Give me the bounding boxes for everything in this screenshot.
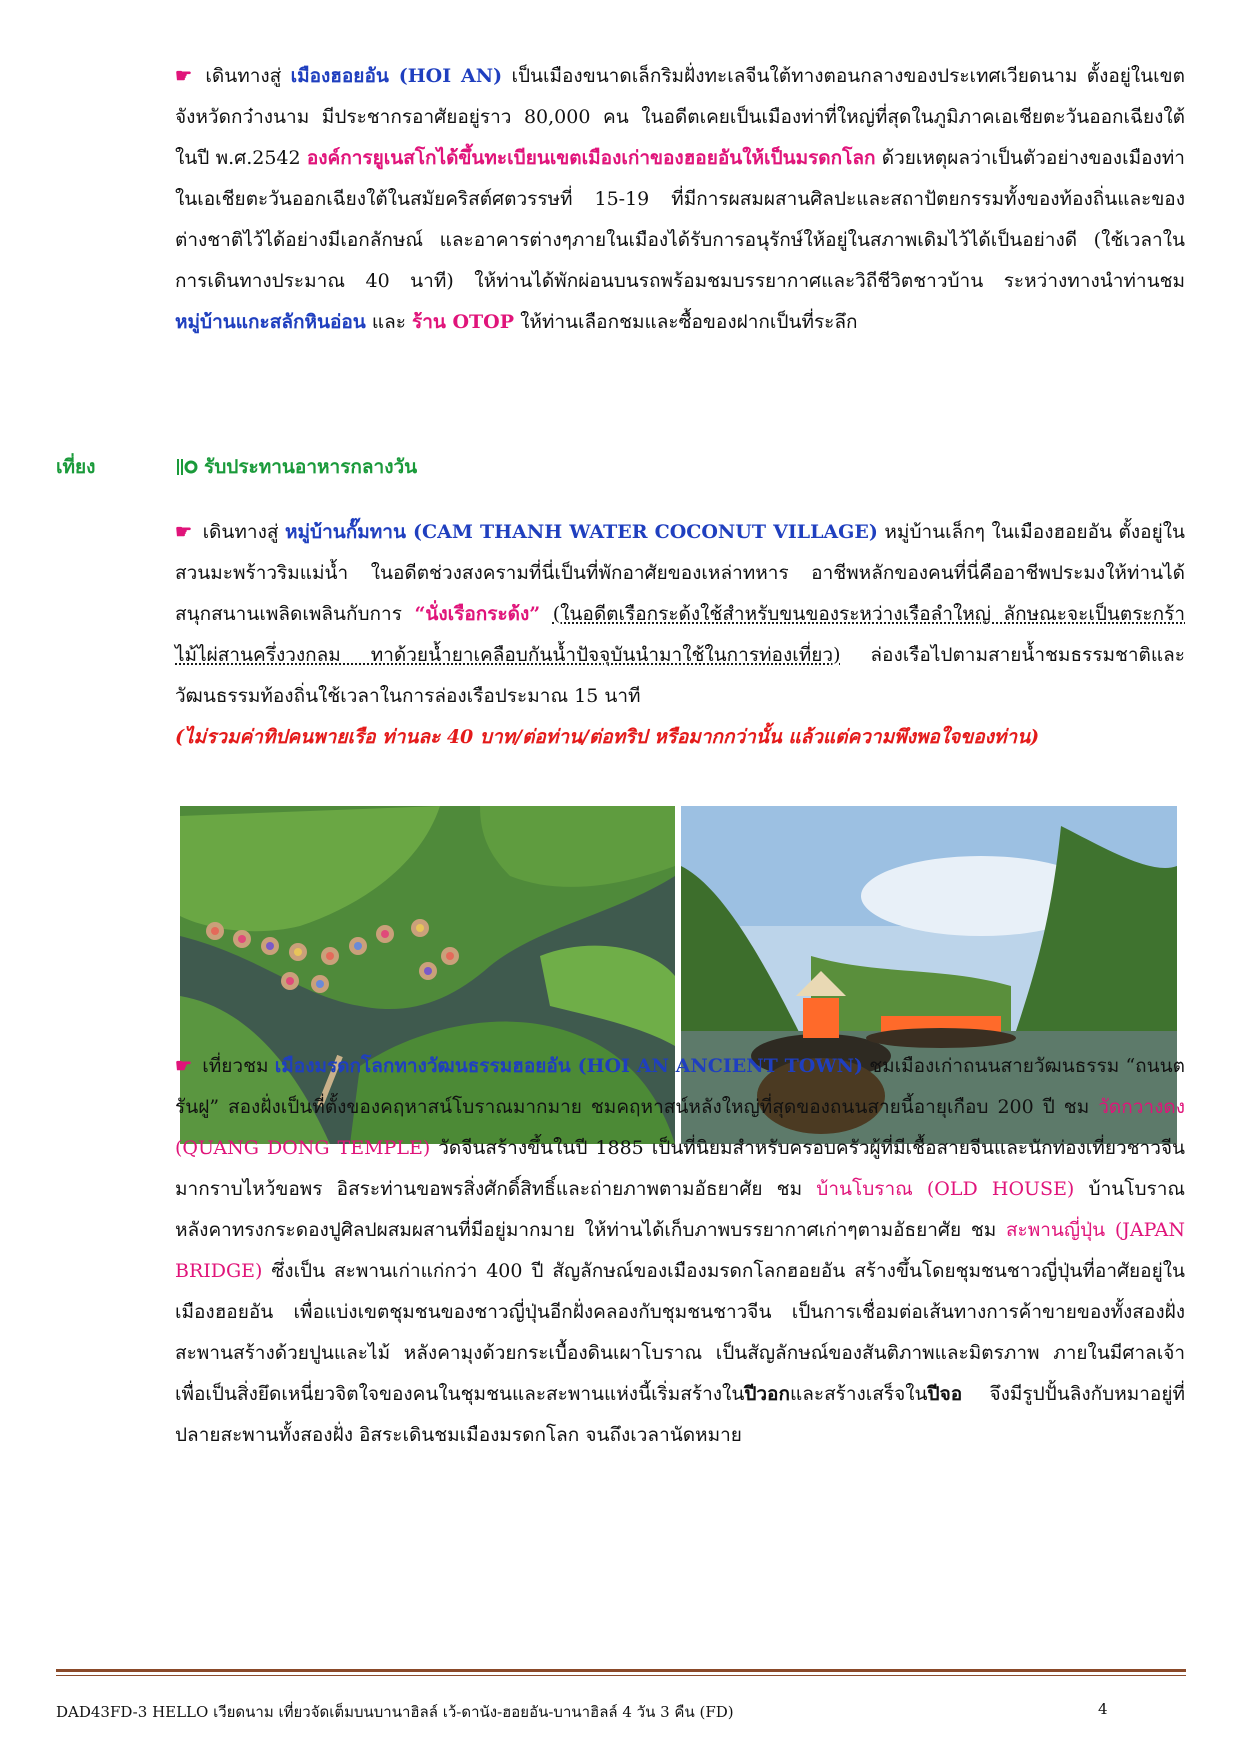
hoi-an-paragraph (175, 56, 1185, 343)
footer-program-code: DAD43FD-3 HELLO เวียดนาม เที่ยวจัดเต็มบนบานาฮิลล์ เว้-ดานัง-ฮอยอัน-บานาฮิลล์ 4 วัน 3 คืน (FD) (56, 1703, 734, 1721)
body-text: บ้านโบราณหลังคาทรงกระดองปูศิลปผสมผสานที่มีอยู่มากมาย ให้ท่านได้เก็บภาพบรรยากาศเก่าๆตามอัธยาศัย ชม (175, 1178, 1185, 1241)
footer-rule (56, 1669, 1186, 1672)
body-text: จึงมีรูปปั้นลิงกับหมาอยู่ที่ปลายสะพานทั้งสองฝั่ง อิสระเดินชมเมืองมรดกโลก จนถึงเวลานัดหมาย (175, 1383, 1185, 1446)
body-text: หมู่บ้านเล็กๆ ในเมืองฮอยอัน ตั้งอยู่ในสวนมะพร้าวริมแม่น้ำ ในอดีตช่วงสงครามที่นี่เป็นที่พักอาศัยของเหล่าทหาร อาชีพหลักของคนที่นี่คืออาชีพประมงให้ท่านได้สนุกสนานเพลิดเพลินกับการ (175, 521, 1185, 625)
lunch-row (56, 446, 1156, 486)
footer-rule-thin (56, 1675, 1186, 1676)
body-text: เป็นเมืองขนาดเล็กริมฝั่งทะเลจีนใต้ทางตอนกลางของประเทศเวียดนาม ตั้งอยู่ในเขตจังหวัดกว๋างนาม มีประชากรอาศัยอยู่ราว 80,000 คน ในอดีตเคยเป็นเมืองท่าที่ใหญ่ที่สุดในภูมิภาคเอเชียตะวันออกเฉียงใต้ ในปี พ.ศ.2542 (175, 65, 1185, 169)
pointing-hand-icon: ☛ (175, 521, 193, 543)
meal-description: รับประทานอาหารกลางวัน (204, 456, 418, 478)
page-number: 4 (1098, 1700, 1108, 1718)
pointing-hand-icon: ☛ (175, 65, 193, 87)
lead-text: เดินทางสู่ (202, 521, 279, 543)
japan-bridge: สะพานญี่ปุ่น (JAPAN BRIDGE) (175, 1219, 1185, 1282)
basket-boat-note: (ในอดีตเรือกระด้งใช้สำหรับขนของระหว่างเรือลำใหญ่ ลักษณะจะเป็นตระกร้าไม้ไผ่สานครึ่งวงกลม ทาด้วยน้ำยาเคลือบกันน้ำปัจจุบันนำมาใช้ในการท่องเที่ยว) (175, 603, 1186, 666)
body-text: ชมเมืองเก่าถนนสายวัฒนธรรม “ถนนตรันฝู” สองฝั่งเป็นที่ตั้งของคฤหาสน์โบราณมากมาย ชมคฤหาสน์หลังใหญ่ที่สุดของถนนสายนี้อายุเกือบ 200 ปี ชม (175, 1055, 1185, 1118)
lead-text: เดินทางสู่ (205, 65, 282, 87)
meal-text-wrap (176, 452, 417, 482)
basket-boat-highlight: “นั่งเรือกระด้ง” (414, 603, 541, 625)
meal-label: เที่ยง (56, 456, 96, 478)
pointing-hand-icon: ☛ (175, 1055, 193, 1077)
marble-village-highlight: หมู่บ้านแกะสลักหินอ่อน (175, 311, 366, 333)
body-text: ล่องเรือไปตามสายน้ำชมธรรมชาติและวัฒนธรรมท้องถิ่นใช้เวลาในการล่องเรือประมาณ 15 นาที (175, 644, 1185, 707)
place-cam-thanh: หมู่บ้านกั๊มทาน (CAM THANH WATER COCONUT VILLAGE) (284, 521, 878, 543)
place-hoi-an: เมืองฮอยอัน (HOI AN) (290, 65, 503, 87)
body-text: วัดจีนสร้างขึ้นในปี 1885 เป็นที่นิยมสำหรับครอบครัวผู้ที่มีเชื้อสายจีนและนักท่องเที่ยวชาวจีนมากราบไหว้ขอพร อิสระท่านขอพรสิ่งศักดิ์สิทธิ์และถ่ายภาพตามอัธยาศัย ชม (175, 1137, 1185, 1200)
year-dog: ปีจอ (927, 1383, 963, 1405)
unesco-highlight: องค์การยูเนสโกได้ขึ้นทะเบียนเขตเมืองเก่าของฮอยอันให้เป็นมรดกโลก (306, 147, 876, 169)
body-text: และสร้างเสร็จใน (789, 1383, 928, 1405)
year-monkey: ปีวอก (744, 1383, 790, 1405)
body-text: ให้ท่านเลือกชมและซื้อของฝากเป็นที่ระลึก (520, 311, 858, 333)
lead-text: เที่ยวชม (202, 1055, 269, 1077)
body-text: และ (371, 311, 406, 333)
dining-icon (176, 458, 198, 476)
body-text: ด้วยเหตุผลว่าเป็นตัวอย่างของเมืองท่าในเอเชียตะวันออกเฉียงใต้ในสมัยคริสต์ศตวรรษที่ 15-19 ที่มีการผสมผสานศิลปะและสถาปัตยกรรมทั้งของท้องถิ่นและของต่างชาติไว้ได้อย่างมีเอกลักษณ์ และอาคารต่างๆภายในเมืองได้รับการอนุรักษ์ให้อยู่ในสภาพเดิมไว้ได้เป็นอย่างดี (ใช้เวลาในการเดินทางประมาณ 40 นาที) ให้ท่านได้พักผ่อนบนรถพร้อมชมบรรยากาศและวิถีชีวิตชาวบ้าน ระหว่างทางนำท่านชม (175, 147, 1185, 292)
old-house: บ้านโบราณ (OLD HOUSE) (816, 1178, 1075, 1200)
ancient-town-paragraph (175, 1046, 1185, 1456)
otop-shop-highlight: ร้าน OTOP (412, 311, 515, 333)
tip-note: (ไม่รวมค่าทิปคนพายเรือ ท่านละ 40 บาท/ต่อท่าน/ต่อทริป หรือมากกว่านั้น แล้วแต่ความพึงพอใจของท่าน) (175, 726, 1040, 748)
cam-thanh-paragraph (175, 512, 1185, 758)
body-text: ซึ่งเป็น สะพานเก่าแก่กว่า 400 ปี สัญลักษณ์ของเมืองมรดกโลกฮอยอัน สร้างขึ้นโดยชุมชนชาวญี่ปุ่นที่อาศัยอยู่ในเมืองฮอยอัน เพื่อแบ่งเขตชุมชนของชาวญี่ปุ่นอีกฝั่งคลองกับชุมชนชาวจีน เป็นการเชื่อมต่อเส้นทางการค้าขายของทั้งสองฝั่ง สะพานสร้างด้วยปูนและไม้ หลังคามุงด้วยกระเบื้องดินเผาโบราณ เป็นสัญลักษณ์ของสันติภาพและมิตรภาพ ภายในมีศาลเจ้าเพื่อเป็นสิ่งยึดเหนี่ยวจิตใจของคนในชุมชนและสะพานแห่งนี้เริ่มสร้างใน (175, 1260, 1185, 1405)
place-ancient-town: เมืองมรดกโลกทางวัฒนธรรมฮอยอัน (HOI AN ANCIENT TOWN) (274, 1055, 863, 1077)
quang-dong-temple: วัดกวางดง (QUANG DONG TEMPLE) (175, 1096, 1185, 1159)
